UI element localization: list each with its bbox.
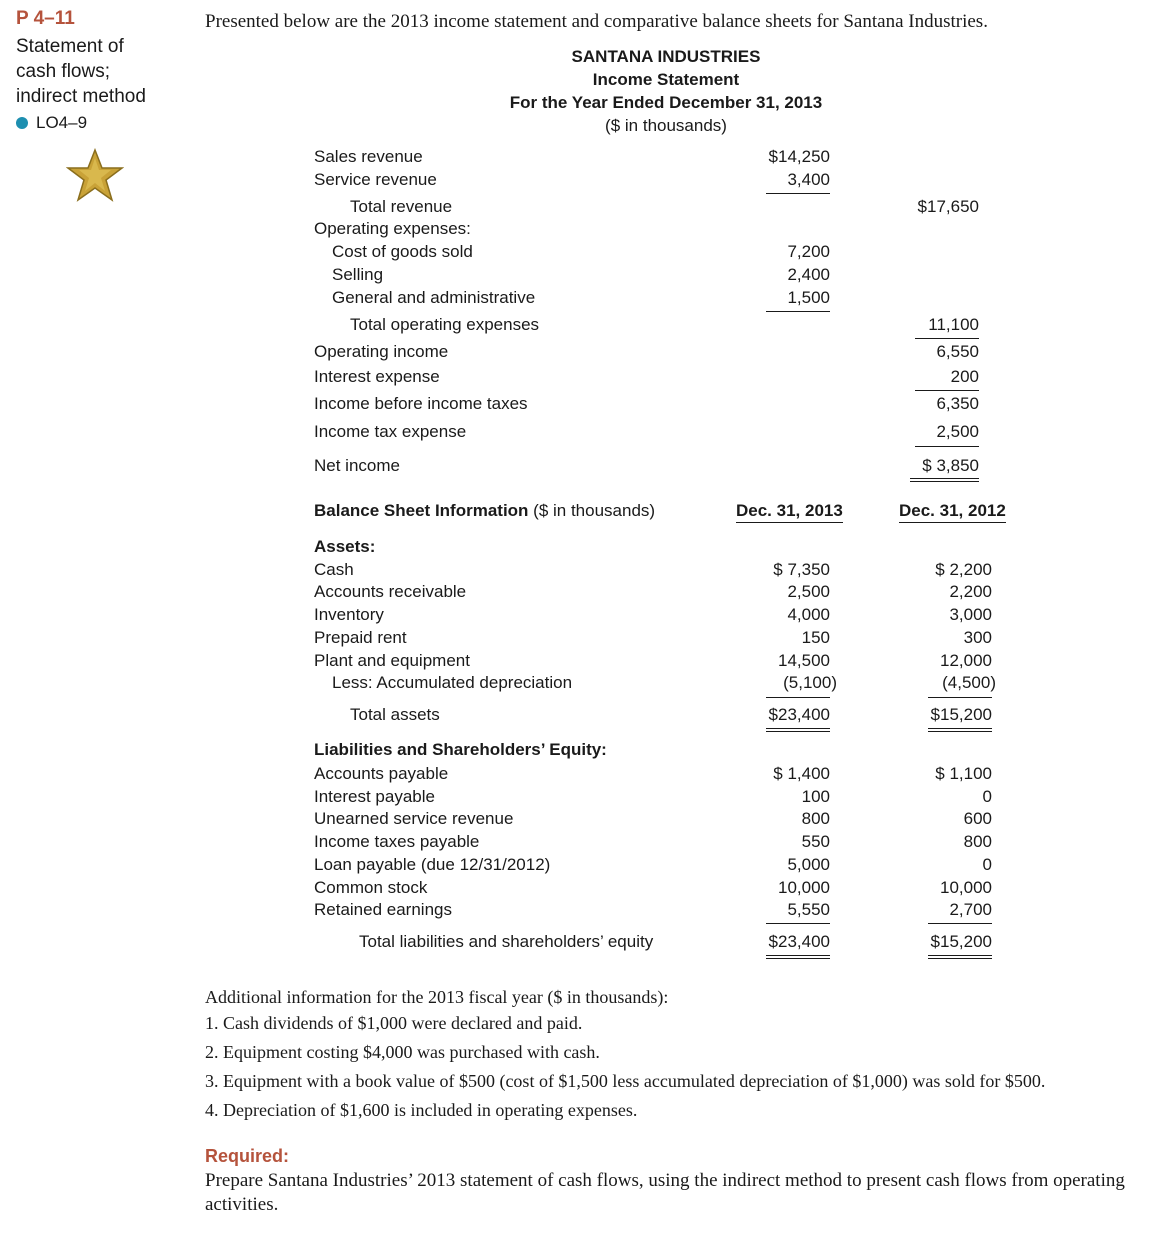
total-liab-label: Total liabilities and shareholders’ equity (359, 932, 654, 951)
liability-2013: 100 (801, 787, 830, 806)
liability-label: Accounts payable (314, 764, 449, 783)
liabilities-header: Liabilities and Shareholders’ Equity: (314, 740, 607, 759)
liability-2013: $ 1,400 (773, 764, 830, 783)
asset-2012: (4,500) (942, 673, 996, 692)
is-row-label: Income before income taxes (314, 394, 528, 413)
bs-title-bold: Balance Sheet Information (314, 501, 529, 520)
double-underline-rule (928, 955, 992, 959)
is-row-label: Service revenue (314, 170, 437, 189)
asset-label: Cash (314, 560, 354, 579)
total-liab-2013: $23,400 (768, 932, 830, 951)
bs-title-units: ($ in thousands) (528, 501, 656, 520)
is-row-label: Total revenue (350, 197, 453, 216)
total-liab-2012: $15,200 (930, 932, 992, 951)
asset-label: Inventory (314, 605, 384, 624)
asset-2013: (5,100) (783, 673, 837, 692)
underline-rule (915, 446, 979, 447)
problem-title-line: indirect method (16, 86, 146, 107)
liability-2013: 10,000 (778, 878, 830, 897)
asset-label: Prepaid rent (314, 628, 407, 647)
assets-header: Assets: (314, 537, 376, 556)
is-row-label: Selling (332, 265, 384, 284)
is-row-value: 6,350 (936, 394, 979, 413)
is-row-value: 6,550 (936, 342, 979, 361)
additional-item: 2. Equipment costing $4,000 was purchased with cash. (205, 1042, 600, 1062)
additional-item: 1. Cash dividends of $1,000 were declared and paid. (205, 1013, 583, 1033)
col-header-2013: Dec. 31, 2013 (736, 501, 843, 523)
liability-2012: 10,000 (940, 878, 992, 897)
additional-item: 3. Equipment with a book value of $500 (cost of $1,500 less accumulated depreciation of $1,000) was sold for $500. (205, 1071, 1046, 1091)
liability-label: Income taxes payable (314, 832, 480, 851)
liability-2012: 2,700 (949, 900, 992, 919)
is-row-label: Operating income (314, 342, 449, 361)
lo-label: LO4–9 (36, 113, 88, 132)
underline-rule (766, 923, 830, 924)
is-row-label: Operating expenses: (314, 219, 471, 238)
statement-title: Income Statement (592, 70, 740, 89)
liability-2012: 0 (982, 787, 992, 806)
required-text: Prepare Santana Industries’ 2013 statement of cash flows, using the indirect method to present cash flows from operating activities. (205, 1170, 1125, 1215)
asset-2013: 2,500 (787, 582, 830, 601)
asset-2013: 4,000 (787, 605, 830, 624)
is-row-value: $14,250 (768, 147, 830, 166)
double-underline-rule (766, 728, 830, 732)
is-row-label: Net income (314, 456, 400, 475)
is-row-label: Cost of goods sold (332, 242, 473, 261)
is-row-label: General and administrative (332, 288, 536, 307)
asset-2012: 300 (963, 628, 992, 647)
bullet-dot-icon (16, 117, 28, 129)
asset-2012: 3,000 (949, 605, 992, 624)
liability-2012: 800 (963, 832, 992, 851)
liability-2012: $ 1,100 (935, 764, 992, 783)
asset-label: Less: Accumulated depreciation (332, 673, 573, 692)
double-underline-rule (766, 955, 830, 959)
underline-rule (928, 697, 992, 698)
is-row-value: 7,200 (787, 242, 830, 261)
asset-2013: $ 7,350 (773, 560, 830, 579)
statement-period: For the Year Ended December 31, 2013 (509, 93, 823, 112)
underline-rule (766, 311, 830, 312)
liability-2013: 800 (801, 809, 830, 828)
asset-2012: 2,200 (949, 582, 992, 601)
underline-rule (915, 390, 979, 391)
is-row-value: 1,500 (787, 288, 830, 307)
is-row-label: Total operating expenses (350, 315, 540, 334)
problem-code: P 4–11 (16, 8, 75, 29)
is-row-value: 3,400 (787, 170, 830, 189)
company-name: SANTANA INDUSTRIES (571, 47, 761, 66)
liability-2013: 550 (801, 832, 830, 851)
total-assets-2012: $15,200 (930, 705, 992, 724)
intro-text: Presented below are the 2013 income statement and comparative balance sheets for Santana Industries. (205, 11, 988, 32)
is-row-value: 200 (950, 367, 979, 386)
asset-2013: 150 (801, 628, 830, 647)
total-assets-2013: $23,400 (768, 705, 830, 724)
liability-label: Loan payable (due 12/31/2012) (314, 855, 551, 874)
asset-label: Accounts receivable (314, 582, 467, 601)
liability-label: Interest payable (314, 787, 435, 806)
total-assets-label: Total assets (350, 705, 440, 724)
double-underline-rule (928, 728, 992, 732)
asset-label: Plant and equipment (314, 651, 470, 670)
required-label: Required: (205, 1146, 290, 1166)
liability-2012: 600 (963, 809, 992, 828)
liability-label: Common stock (314, 878, 428, 897)
statement-units: ($ in thousands) (605, 116, 727, 135)
is-row-label: Sales revenue (314, 147, 423, 166)
additional-item: 4. Depreciation of $1,600 is included in operating expenses. (205, 1100, 638, 1120)
is-row-label: Income tax expense (314, 422, 467, 441)
bs-title (314, 501, 655, 521)
problem-title-line: cash flows; (16, 61, 110, 82)
col-header-2012: Dec. 31, 2012 (899, 501, 1006, 523)
is-row-label: Interest expense (314, 367, 440, 386)
liability-2012: 0 (982, 855, 992, 874)
double-underline-rule (910, 478, 979, 482)
underline-rule (766, 193, 830, 194)
learning-objective (16, 113, 87, 133)
asset-2012: $ 2,200 (935, 560, 992, 579)
asset-2012: 12,000 (940, 651, 992, 670)
liability-label: Retained earnings (314, 900, 452, 919)
underline-rule (766, 697, 830, 698)
underline-rule (928, 923, 992, 924)
is-row-value: 11,100 (928, 315, 979, 334)
is-row-value: 2,500 (936, 422, 979, 441)
asset-2013: 14,500 (778, 651, 830, 670)
is-row-value: 2,400 (787, 265, 830, 284)
star-icon (66, 148, 124, 202)
is-row-value: $17,650 (917, 197, 979, 216)
liability-2013: 5,550 (787, 900, 830, 919)
is-row-value: $ 3,850 (922, 456, 979, 475)
underline-rule (915, 338, 979, 339)
problem-title-line: Statement of (16, 36, 124, 57)
liability-label: Unearned service revenue (314, 809, 514, 828)
additional-header: Additional information for the 2013 fiscal year ($ in thousands): (205, 987, 669, 1007)
liability-2013: 5,000 (787, 855, 830, 874)
problem-title (16, 34, 146, 109)
